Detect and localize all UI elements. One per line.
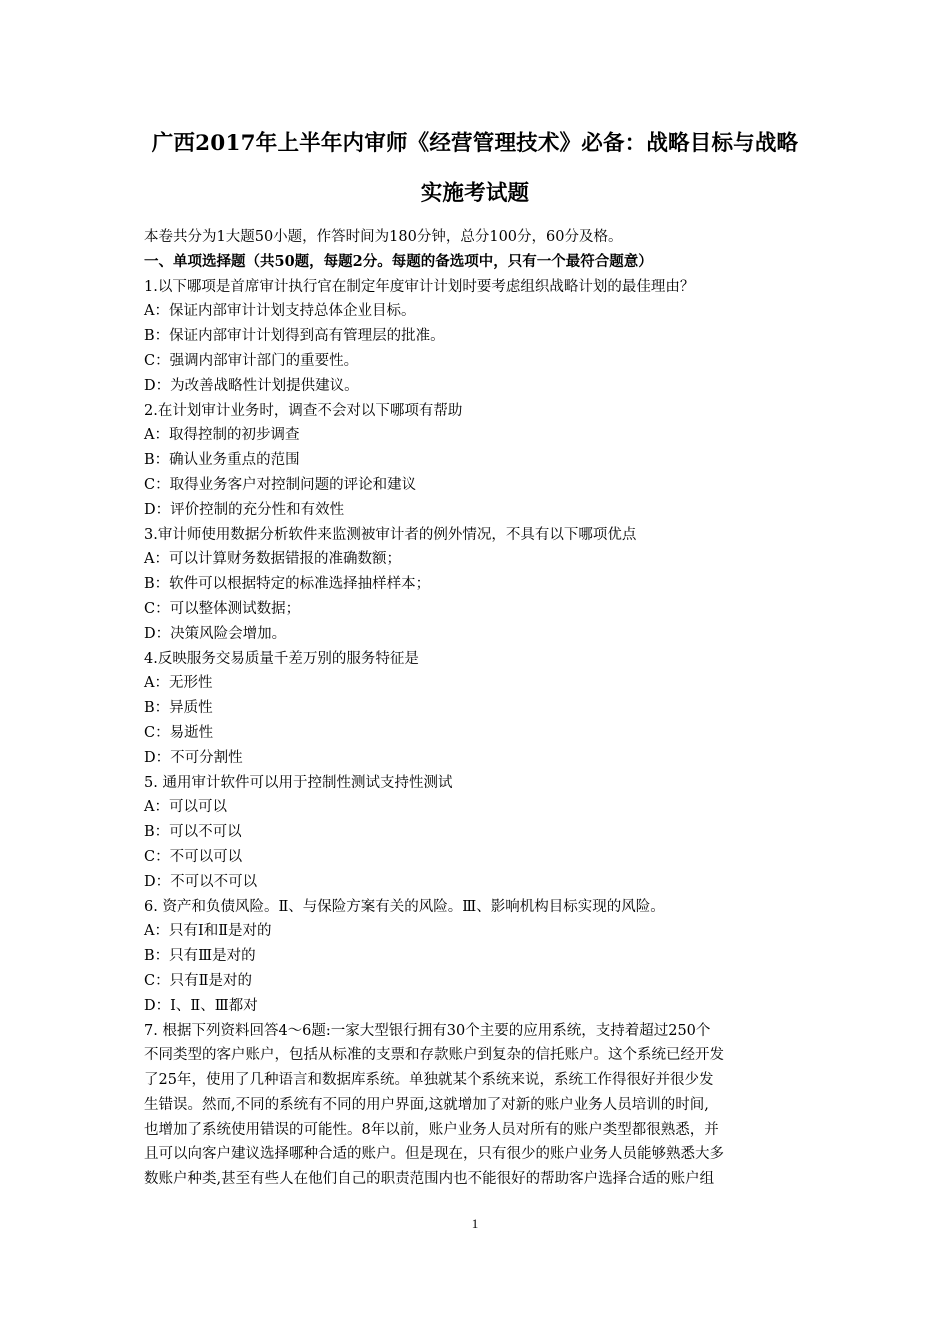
section-heading: 一、单项选择题（共50题，每题2分。每题的备选项中，只有一个最符合题意） (144, 252, 653, 270)
option-a: A：可以可以 (144, 799, 227, 816)
passage-line: 了25年，使用了几种语言和数据库系统。单独就某个系统来说，系统工作得很好并很少发 (144, 1072, 714, 1089)
question-6 (144, 895, 806, 1019)
question-3 (144, 523, 806, 647)
option-d: D：评价控制的充分性和有效性 (144, 501, 345, 518)
option-c: C：取得业务客户对控制问题的评论和建议 (144, 476, 417, 493)
option-d: D：不可以不可以 (144, 873, 258, 890)
option-a: A：取得控制的初步调查 (144, 427, 300, 444)
question-stem: 4.反映服务交易质量千差万别的服务特征是 (144, 650, 419, 667)
option-b: B：确认业务重点的范围 (144, 452, 300, 469)
option-b: B：只有Ⅲ是对的 (144, 948, 256, 965)
option-c: C：只有Ⅱ是对的 (144, 972, 252, 989)
question-stem: 5. 通用审计软件可以用于控制性测试支持性测试 (144, 774, 453, 791)
passage-line: 也增加了系统使用错误的可能性。8年以前，账户业务人员对所有的账户类型都很熟悉，并 (144, 1121, 719, 1138)
option-b: B：可以不可以 (144, 824, 242, 841)
option-a: A：可以计算财务数据错报的准确数额； (144, 551, 401, 568)
question-stem: 2.在计划审计业务时，调查不会对以下哪项有帮助 (144, 402, 463, 419)
question-1 (144, 275, 806, 399)
document-title-line-2: 实施考试题 (420, 181, 530, 206)
option-c: C：可以整体测试数据； (144, 600, 301, 617)
passage-line: 数账户种类,甚至有些人在他们自己的职责范围内也不能很好的帮助客户选择合适的账户组 (144, 1171, 715, 1188)
question-2 (144, 399, 806, 523)
passage-line: 生错误。然而,不同的系统有不同的用户界面,这就增加了对新的账户业务人员培训的时间, (144, 1096, 709, 1113)
option-a: A：无形性 (144, 675, 213, 692)
option-c: C：强调内部审计部门的重要性。 (144, 352, 359, 369)
option-d: D：Ⅰ、Ⅱ、Ⅲ都对 (144, 997, 258, 1014)
question-stem: 6. 资产和负债风险。Ⅱ、与保险方案有关的风险。Ⅲ、影响机构目标实现的风险。 (144, 898, 665, 915)
question-stem: 3.审计师使用数据分析软件来监测被审计者的例外情况，不具有以下哪项优点 (144, 526, 637, 543)
document-title-line-1: 广西2017年上半年内审师《经营管理技术》必备：战略目标与战略 (151, 131, 799, 156)
question-4 (144, 647, 806, 771)
option-d: D：决策风险会增加。 (144, 625, 287, 642)
passage-line: 且可以向客户建议选择哪种合适的账户。但是现在，只有很少的账户业务人员能够熟悉大多 (144, 1146, 724, 1163)
option-a: A：只有Ⅰ和Ⅱ是对的 (144, 923, 272, 940)
option-a: A：保证内部审计计划支持总体企业目标。 (144, 303, 416, 320)
option-b: B：异质性 (144, 700, 213, 717)
passage-line: 7. 根据下列资料回答4～6题:一家大型银行拥有30个主要的应用系统，支持着超过250个 (144, 1022, 711, 1039)
question-5 (144, 771, 806, 895)
page-number: 1 (471, 1216, 479, 1231)
option-d: D：不可分割性 (144, 749, 243, 766)
option-b: B：软件可以根据特定的标准选择抽样样本； (144, 576, 431, 593)
option-c: C：不可以可以 (144, 848, 243, 865)
option-c: C：易逝性 (144, 724, 214, 741)
option-d: D：为改善战略性计划提供建议。 (144, 377, 359, 394)
question-stem: 1.以下哪项是首席审计执行官在制定年度审计计划时要考虑组织战略计划的最佳理由？ (144, 278, 695, 295)
question-7-passage (144, 1019, 806, 1193)
option-b: B：保证内部审计计划得到高有管理层的批准。 (144, 328, 445, 345)
exam-intro: 本卷共分为1大题50小题，作答时间为180分钟，总分100分，60分及格。 (144, 229, 623, 245)
passage-line: 不同类型的客户账户，包括从标准的支票和存款账户到复杂的信托账户。这个系统已经开发 (144, 1047, 724, 1064)
document-body (144, 225, 806, 1192)
